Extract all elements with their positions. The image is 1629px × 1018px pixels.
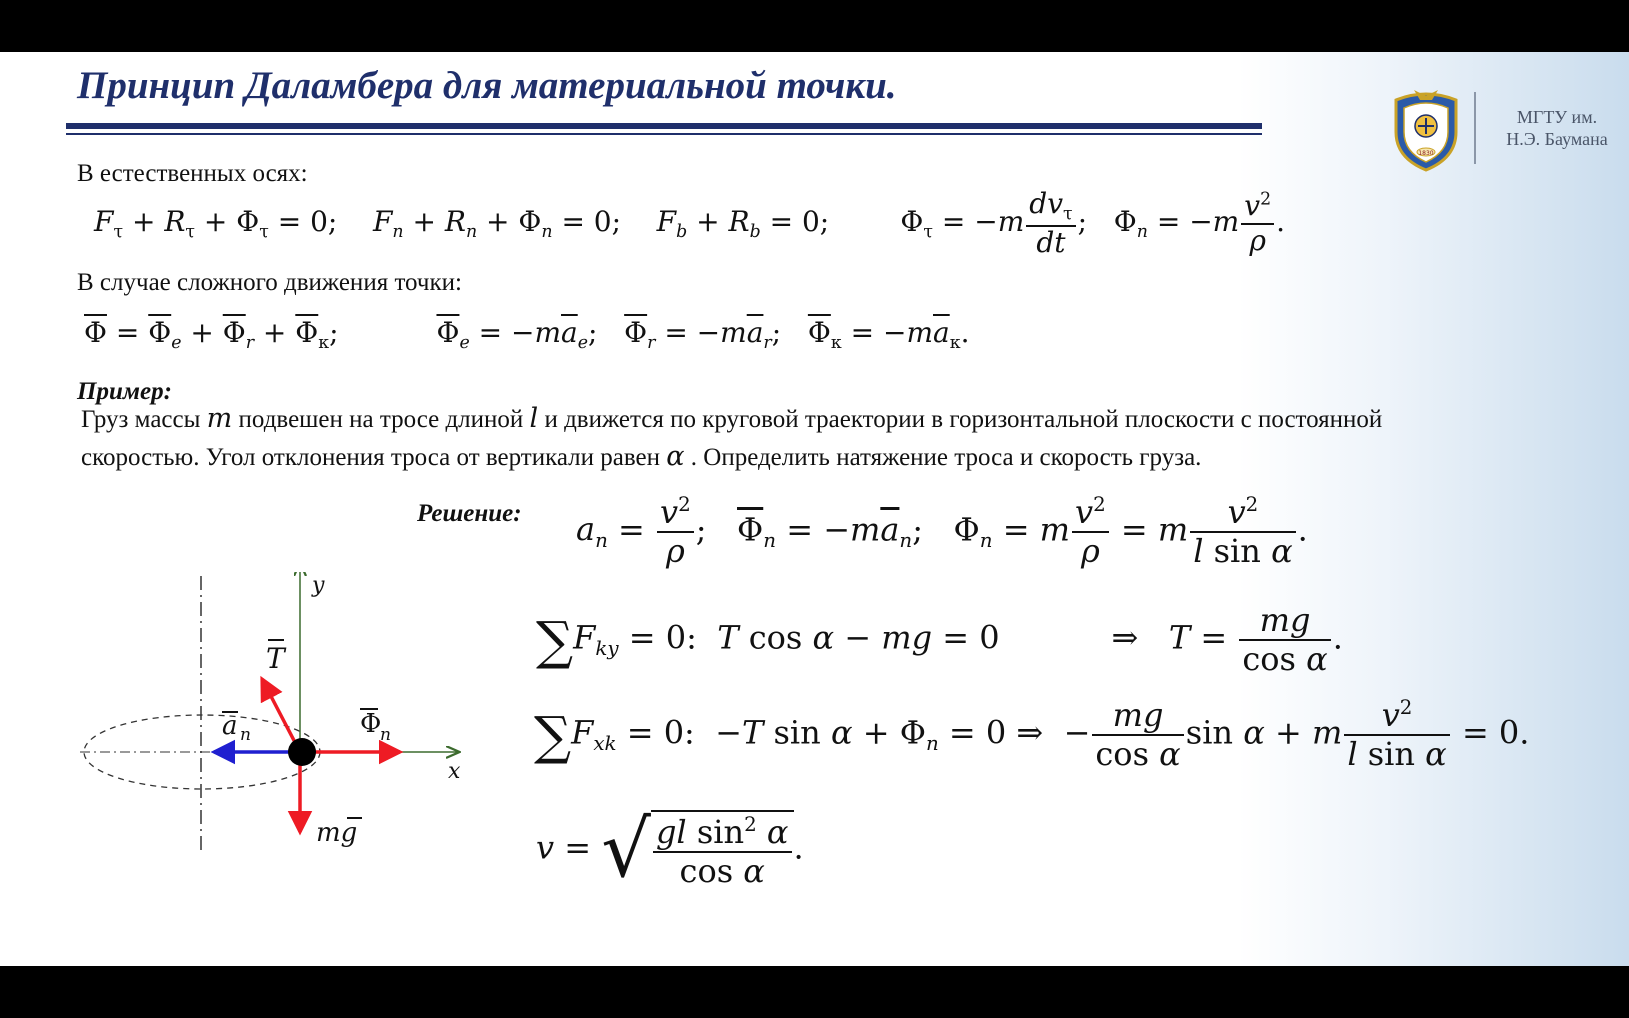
y-axis-label: y — [312, 573, 325, 598]
slide-title: Принцип Даламбера для материальной точки. — [77, 64, 897, 107]
title-underline-thin — [66, 133, 1262, 135]
natural-axes-label: В естественных осях: — [77, 160, 308, 187]
complex-motion-label: В случае сложного движения точки: — [77, 269, 462, 296]
example-heading: Пример: — [77, 378, 172, 405]
title-underline-thick — [66, 123, 1262, 129]
svg-text:n: n — [380, 725, 391, 745]
example-problem-text: Груз массы m подвешен на тросе длиной l и движется по круговой траектории в горизонтальной плоскости с постоянной скоростью. Угол отклонения троса от вертикали равен α . Определить натяжение троса и скорость груза. — [81, 403, 1383, 472]
inertia-force-label: Φ — [360, 709, 382, 739]
slide — [0, 52, 1629, 966]
acceleration-label: a — [222, 711, 238, 741]
svg-text:1830: 1830 — [1418, 150, 1434, 157]
gravity-label: mg — [316, 818, 358, 848]
force-diagram — [70, 572, 490, 912]
solution-eq-1: $a_n$ = $\frac{v^2}{\rho}$ ; $\overline{\Phi}_n = -m\overline{a}_n$; $\Phi_n = m$ $\frac{v^2}{\rho}$ = m $\frac{v^2}{\text{l sin α}}$ . — [576, 493, 1308, 570]
svg-text:n: n — [240, 725, 251, 745]
mass-point — [288, 738, 316, 766]
natural-axes-equations: $F_\tau + R_\tau + \Phi_\tau = 0$; $F_n + R_n + \Phi_n = 0$; $F_b + R_b = 0$; $\Phi_\tau = -m$ $\frac{dv_\tau}{dt}$ ; $\Phi_n = -m$ $\frac{v^2}{\rho}$ . — [94, 187, 1286, 260]
solution-heading: Решение: — [417, 500, 522, 527]
complex-motion-equations: $\overline{\Phi} = \overline{\Phi}_e + \overline{\Phi}_r + \overline{\Phi}_к$; $\overline{\Phi}_e = -m\overline{a}_e$; $\overline{\Phi}_r = -m\overline{a}_r$; $\overline{\Phi}_к = -m\overline{a}_к$. — [84, 316, 970, 354]
tension-label: T — [266, 642, 285, 675]
institution-name: МГТУ им. Н.Э. Баумана — [1506, 107, 1608, 149]
solution-eq-3: $\sum F_{xk} = 0$: −T $\sin \alpha + \Phi_n = 0$ ⇒ − $\frac{mg}{\text{cos α}}$ sin α + m $\frac{v^2}{\text{l sin α}}$ = 0. — [534, 696, 1530, 773]
solution-eq-2: $\sum F_{ky} = 0$: T cos α − mg = 0 ⇒ T = $\frac{mg}{\text{cos α}}$ . — [536, 601, 1343, 678]
solution-eq-4: v = √ $\frac{gl \sin^2 \alpha}{\text{cos α}}$ . — [536, 804, 804, 895]
bmstu-logo-icon — [1388, 86, 1464, 172]
logo-divider — [1474, 92, 1476, 164]
x-axis-label: x — [448, 759, 461, 784]
